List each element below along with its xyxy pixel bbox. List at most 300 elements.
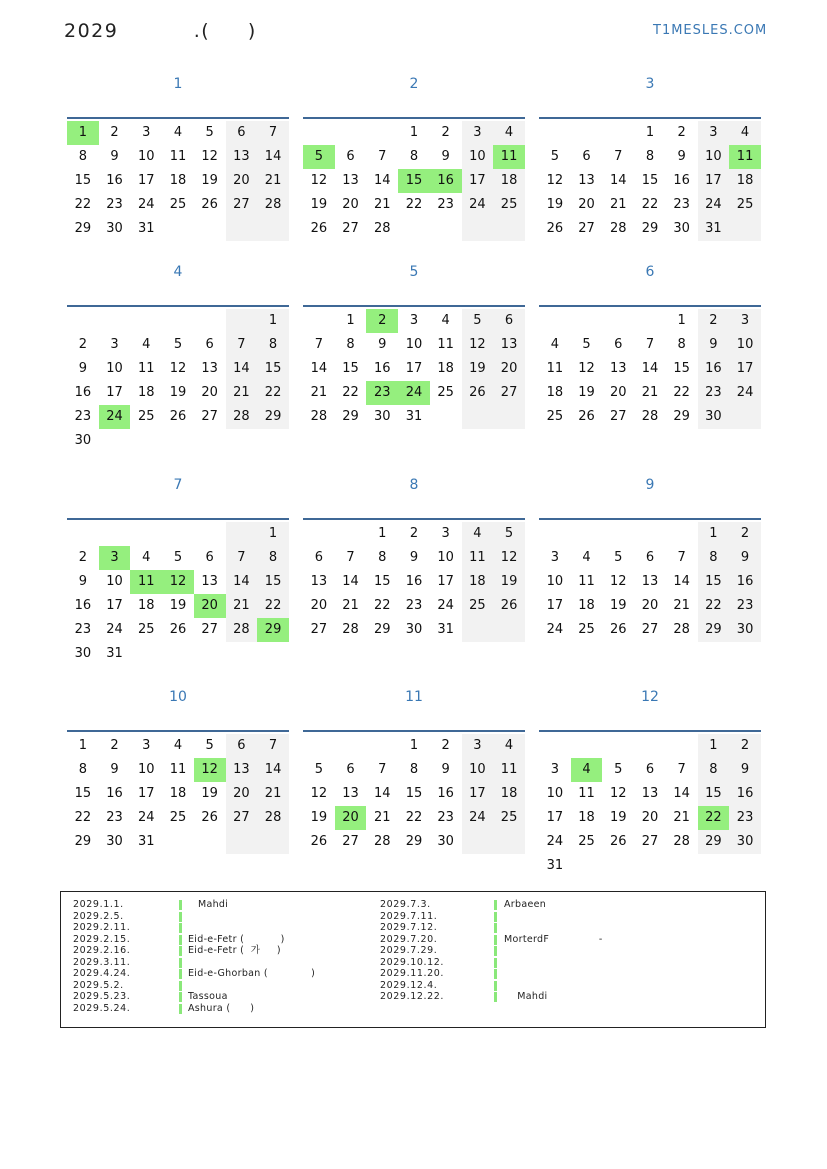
day-cell[interactable]: 15 <box>342 361 359 376</box>
day-cell[interactable]: 11 <box>493 145 525 169</box>
day-cell[interactable]: 14 <box>673 786 690 801</box>
day-cell[interactable]: 29 <box>698 830 730 854</box>
day-cell[interactable]: 19 <box>310 197 328 212</box>
day-cell[interactable]: 26 <box>462 381 494 405</box>
day-cell[interactable]: 3 <box>409 313 419 328</box>
day-cell[interactable]: 4 <box>550 337 559 352</box>
day-cell[interactable]: 21 <box>257 782 289 806</box>
day-cell[interactable]: 5 <box>205 125 214 140</box>
day-cell[interactable]: 23 <box>366 381 398 405</box>
day-cell[interactable]: 16 <box>430 169 462 193</box>
day-cell[interactable]: 28 <box>641 409 659 424</box>
day-cell[interactable]: 15 <box>673 361 690 376</box>
day-cell[interactable]: 14 <box>609 173 627 188</box>
day-cell[interactable]: 2 <box>78 550 87 565</box>
day-cell[interactable]: 4 <box>142 550 151 565</box>
day-cell[interactable]: 22 <box>673 385 690 400</box>
day-cell[interactable]: 2 <box>366 309 398 333</box>
day-cell[interactable]: 27 <box>641 622 659 637</box>
day-cell[interactable]: 7 <box>257 121 289 145</box>
day-cell[interactable]: 8 <box>378 550 387 565</box>
day-cell[interactable]: 29 <box>342 409 359 424</box>
day-cell[interactable]: 2 <box>441 738 450 753</box>
day-cell[interactable]: 1 <box>378 526 387 541</box>
day-cell[interactable]: 20 <box>609 385 627 400</box>
day-cell[interactable]: 11 <box>493 758 525 782</box>
day-cell[interactable]: 31 <box>106 646 123 661</box>
day-cell[interactable]: 9 <box>78 361 87 376</box>
day-cell[interactable]: 5 <box>614 550 623 565</box>
day-cell[interactable]: 12 <box>546 173 564 188</box>
day-cell[interactable]: 17 <box>106 385 123 400</box>
day-cell[interactable]: 24 <box>137 810 155 825</box>
day-cell[interactable]: 18 <box>729 169 761 193</box>
day-cell[interactable]: 16 <box>673 173 690 188</box>
day-cell[interactable]: 22 <box>698 594 730 618</box>
day-cell[interactable]: 4 <box>729 121 761 145</box>
day-cell[interactable]: 2 <box>78 337 87 352</box>
day-cell[interactable]: 5 <box>205 738 214 753</box>
day-cell[interactable]: 14 <box>310 361 328 376</box>
day-cell[interactable]: 12 <box>578 361 595 376</box>
day-cell[interactable]: 1 <box>409 738 419 753</box>
day-cell[interactable]: 16 <box>698 357 730 381</box>
day-cell[interactable]: 16 <box>106 786 123 801</box>
day-cell[interactable]: 17 <box>462 169 494 193</box>
day-cell[interactable]: 6 <box>205 337 214 352</box>
day-cell[interactable]: 13 <box>226 145 258 169</box>
day-cell[interactable]: 25 <box>169 197 187 212</box>
day-cell[interactable]: 21 <box>373 197 391 212</box>
day-cell[interactable]: 8 <box>698 758 730 782</box>
day-cell[interactable]: 20 <box>641 598 659 613</box>
day-cell[interactable]: 9 <box>409 550 419 565</box>
day-cell[interactable]: 3 <box>462 734 494 758</box>
day-cell[interactable]: 25 <box>493 806 525 830</box>
day-cell[interactable]: 12 <box>194 758 226 782</box>
day-cell[interactable]: 27 <box>201 622 218 637</box>
day-cell[interactable]: 24 <box>137 197 155 212</box>
day-cell[interactable]: 29 <box>257 405 289 429</box>
day-cell[interactable]: 29 <box>673 409 690 424</box>
day-cell[interactable]: 24 <box>99 405 131 429</box>
day-cell[interactable]: 27 <box>342 221 359 236</box>
day-cell[interactable]: 12 <box>609 786 627 801</box>
day-cell[interactable]: 6 <box>205 550 214 565</box>
day-cell[interactable]: 26 <box>169 409 187 424</box>
day-cell[interactable]: 8 <box>257 546 289 570</box>
day-cell[interactable]: 14 <box>257 145 289 169</box>
day-cell[interactable]: 20 <box>201 385 218 400</box>
day-cell[interactable]: 25 <box>462 594 494 618</box>
day-cell[interactable]: 19 <box>310 810 328 825</box>
day-cell[interactable]: 15 <box>641 173 659 188</box>
day-cell[interactable]: 11 <box>169 149 187 164</box>
day-cell[interactable]: 7 <box>378 762 387 777</box>
day-cell[interactable]: 6 <box>645 550 655 565</box>
day-cell[interactable]: 26 <box>493 594 525 618</box>
day-cell[interactable]: 22 <box>74 197 92 212</box>
day-cell[interactable]: 25 <box>546 409 564 424</box>
day-cell[interactable]: 23 <box>106 810 123 825</box>
day-cell[interactable]: 30 <box>74 433 92 448</box>
day-cell[interactable]: 4 <box>173 738 183 753</box>
day-cell[interactable]: 23 <box>437 197 454 212</box>
day-cell[interactable]: 13 <box>226 758 258 782</box>
day-cell[interactable]: 14 <box>342 574 359 589</box>
day-cell[interactable]: 30 <box>405 622 423 637</box>
day-cell[interactable]: 20 <box>226 782 258 806</box>
day-cell[interactable]: 4 <box>493 121 525 145</box>
day-cell[interactable]: 7 <box>226 546 258 570</box>
day-cell[interactable]: 25 <box>169 810 187 825</box>
day-cell[interactable]: 9 <box>441 149 450 164</box>
day-cell[interactable]: 28 <box>373 834 391 849</box>
day-cell[interactable]: 4 <box>493 734 525 758</box>
day-cell[interactable]: 7 <box>314 337 323 352</box>
day-cell[interactable]: 22 <box>405 810 423 825</box>
day-cell[interactable]: 22 <box>257 381 289 405</box>
day-cell[interactable]: 5 <box>303 145 335 169</box>
day-cell[interactable]: 22 <box>257 594 289 618</box>
day-cell[interactable]: 3 <box>698 121 730 145</box>
day-cell[interactable]: 16 <box>74 385 92 400</box>
day-cell[interactable]: 13 <box>201 574 218 589</box>
day-cell[interactable]: 10 <box>437 550 454 565</box>
day-cell[interactable]: 7 <box>677 762 686 777</box>
day-cell[interactable]: 30 <box>698 405 730 429</box>
day-cell[interactable]: 24 <box>729 381 761 405</box>
day-cell[interactable]: 11 <box>729 145 761 169</box>
day-cell[interactable]: 24 <box>437 598 454 613</box>
day-cell[interactable]: 28 <box>673 834 690 849</box>
day-cell[interactable]: 13 <box>201 361 218 376</box>
day-cell[interactable]: 15 <box>698 782 730 806</box>
day-cell[interactable]: 4 <box>571 758 603 782</box>
day-cell[interactable]: 29 <box>74 221 92 236</box>
day-cell[interactable]: 9 <box>698 333 730 357</box>
day-cell[interactable]: 15 <box>698 570 730 594</box>
day-cell[interactable]: 15 <box>405 786 423 801</box>
day-cell[interactable]: 7 <box>677 550 686 565</box>
day-cell[interactable]: 2 <box>729 522 761 546</box>
day-cell[interactable]: 10 <box>106 574 123 589</box>
day-cell[interactable]: 24 <box>398 381 430 405</box>
day-cell[interactable]: 21 <box>373 810 391 825</box>
day-cell[interactable]: 30 <box>437 834 454 849</box>
day-cell[interactable]: 21 <box>226 381 258 405</box>
day-cell[interactable]: 25 <box>578 622 595 637</box>
day-cell[interactable]: 17 <box>546 810 564 825</box>
day-cell[interactable]: 28 <box>226 405 258 429</box>
day-cell[interactable]: 1 <box>677 313 686 328</box>
day-cell[interactable]: 16 <box>729 782 761 806</box>
day-cell[interactable]: 11 <box>578 786 595 801</box>
day-cell[interactable]: 31 <box>546 858 564 873</box>
day-cell[interactable]: 1 <box>346 313 355 328</box>
day-cell[interactable]: 8 <box>409 762 419 777</box>
day-cell[interactable]: 13 <box>578 173 595 188</box>
day-cell[interactable]: 9 <box>729 758 761 782</box>
day-cell[interactable]: 25 <box>137 622 155 637</box>
day-cell[interactable]: 23 <box>405 598 423 613</box>
day-cell[interactable]: 10 <box>546 786 564 801</box>
day-cell[interactable]: 29 <box>641 221 659 236</box>
day-cell[interactable]: 26 <box>546 221 564 236</box>
day-cell[interactable]: 28 <box>226 618 258 642</box>
day-cell[interactable]: 16 <box>729 570 761 594</box>
day-cell[interactable]: 26 <box>169 622 187 637</box>
day-cell[interactable]: 13 <box>342 786 359 801</box>
day-cell[interactable]: 11 <box>130 570 162 594</box>
day-cell[interactable]: 4 <box>582 550 591 565</box>
day-cell[interactable]: 28 <box>673 622 690 637</box>
day-cell[interactable]: 15 <box>257 357 289 381</box>
day-cell[interactable]: 4 <box>142 337 151 352</box>
day-cell[interactable]: 8 <box>78 762 87 777</box>
day-cell[interactable]: 6 <box>226 121 258 145</box>
day-cell[interactable]: 31 <box>437 622 454 637</box>
day-cell[interactable]: 21 <box>673 598 690 613</box>
day-cell[interactable]: 31 <box>137 221 155 236</box>
day-cell[interactable]: 9 <box>110 762 119 777</box>
day-cell[interactable]: 24 <box>462 193 494 217</box>
day-cell[interactable]: 17 <box>698 169 730 193</box>
day-cell[interactable]: 20 <box>493 357 525 381</box>
day-cell[interactable]: 11 <box>137 361 155 376</box>
day-cell[interactable]: 8 <box>645 149 655 164</box>
day-cell[interactable]: 12 <box>310 786 328 801</box>
day-cell[interactable]: 17 <box>437 574 454 589</box>
day-cell[interactable]: 3 <box>99 546 131 570</box>
day-cell[interactable]: 30 <box>74 646 92 661</box>
day-cell[interactable]: 31 <box>137 834 155 849</box>
day-cell[interactable]: 17 <box>137 173 155 188</box>
day-cell[interactable]: 7 <box>257 734 289 758</box>
day-cell[interactable]: 11 <box>437 337 454 352</box>
day-cell[interactable]: 26 <box>201 197 218 212</box>
day-cell[interactable]: 27 <box>226 806 258 830</box>
day-cell[interactable]: 9 <box>378 337 387 352</box>
day-cell[interactable]: 21 <box>342 598 359 613</box>
day-cell[interactable]: 11 <box>169 762 187 777</box>
day-cell[interactable]: 5 <box>614 762 623 777</box>
day-cell[interactable]: 23 <box>74 622 92 637</box>
day-cell[interactable]: 13 <box>493 333 525 357</box>
day-cell[interactable]: 1 <box>257 309 289 333</box>
day-cell[interactable]: 29 <box>698 618 730 642</box>
day-cell[interactable]: 26 <box>310 834 328 849</box>
day-cell[interactable]: 7 <box>346 550 355 565</box>
day-cell[interactable]: 21 <box>641 385 659 400</box>
day-cell[interactable]: 18 <box>493 782 525 806</box>
day-cell[interactable]: 30 <box>673 221 690 236</box>
day-cell[interactable]: 18 <box>462 570 494 594</box>
day-cell[interactable]: 13 <box>641 574 659 589</box>
day-cell[interactable]: 15 <box>257 570 289 594</box>
day-cell[interactable]: 30 <box>373 409 391 424</box>
day-cell[interactable]: 11 <box>578 574 595 589</box>
day-cell[interactable]: 16 <box>106 173 123 188</box>
day-cell[interactable]: 30 <box>729 830 761 854</box>
day-cell[interactable]: 17 <box>462 782 494 806</box>
day-cell[interactable]: 5 <box>550 149 559 164</box>
day-cell[interactable]: 6 <box>314 550 323 565</box>
day-cell[interactable]: 18 <box>578 810 595 825</box>
day-cell[interactable]: 15 <box>373 574 391 589</box>
day-cell[interactable]: 9 <box>78 574 87 589</box>
day-cell[interactable]: 12 <box>169 361 187 376</box>
day-cell[interactable]: 21 <box>257 169 289 193</box>
day-cell[interactable]: 26 <box>310 221 328 236</box>
day-cell[interactable]: 12 <box>609 574 627 589</box>
day-cell[interactable]: 10 <box>405 337 423 352</box>
day-cell[interactable]: 19 <box>609 598 627 613</box>
day-cell[interactable]: 20 <box>641 810 659 825</box>
day-cell[interactable]: 1 <box>78 738 87 753</box>
day-cell[interactable]: 14 <box>673 574 690 589</box>
day-cell[interactable]: 19 <box>201 173 218 188</box>
day-cell[interactable]: 13 <box>342 173 359 188</box>
day-cell[interactable]: 12 <box>310 173 328 188</box>
day-cell[interactable]: 18 <box>137 598 155 613</box>
day-cell[interactable]: 17 <box>546 598 564 613</box>
day-cell[interactable]: 18 <box>169 173 187 188</box>
day-cell[interactable]: 28 <box>342 622 359 637</box>
day-cell[interactable]: 13 <box>641 786 659 801</box>
day-cell[interactable]: 26 <box>609 622 627 637</box>
day-cell[interactable]: 19 <box>546 197 564 212</box>
day-cell[interactable]: 23 <box>673 197 690 212</box>
day-cell[interactable]: 3 <box>441 526 450 541</box>
day-cell[interactable]: 24 <box>106 622 123 637</box>
day-cell[interactable]: 15 <box>74 173 92 188</box>
day-cell[interactable]: 21 <box>310 385 328 400</box>
day-cell[interactable]: 4 <box>441 313 450 328</box>
day-cell[interactable]: 19 <box>462 357 494 381</box>
day-cell[interactable]: 10 <box>698 145 730 169</box>
day-cell[interactable]: 22 <box>698 806 730 830</box>
day-cell[interactable]: 19 <box>578 385 595 400</box>
day-cell[interactable]: 8 <box>677 337 686 352</box>
day-cell[interactable]: 7 <box>226 333 258 357</box>
day-cell[interactable]: 7 <box>614 149 623 164</box>
day-cell[interactable]: 28 <box>609 221 627 236</box>
day-cell[interactable]: 2 <box>409 526 419 541</box>
day-cell[interactable]: 19 <box>169 385 187 400</box>
day-cell[interactable]: 1 <box>645 125 655 140</box>
day-cell[interactable]: 18 <box>546 385 564 400</box>
day-cell[interactable]: 16 <box>437 786 454 801</box>
day-cell[interactable]: 5 <box>173 337 183 352</box>
day-cell[interactable]: 12 <box>493 546 525 570</box>
day-cell[interactable]: 17 <box>137 786 155 801</box>
day-cell[interactable]: 22 <box>641 197 659 212</box>
day-cell[interactable]: 21 <box>226 594 258 618</box>
day-cell[interactable]: 23 <box>729 806 761 830</box>
day-cell[interactable]: 3 <box>110 337 119 352</box>
day-cell[interactable]: 1 <box>67 121 99 145</box>
day-cell[interactable]: 14 <box>641 361 659 376</box>
day-cell[interactable]: 8 <box>78 149 87 164</box>
day-cell[interactable]: 1 <box>698 522 730 546</box>
day-cell[interactable]: 25 <box>578 834 595 849</box>
day-cell[interactable]: 10 <box>462 758 494 782</box>
day-cell[interactable]: 6 <box>582 149 591 164</box>
day-cell[interactable]: 6 <box>346 762 355 777</box>
day-cell[interactable]: 9 <box>677 149 686 164</box>
day-cell[interactable]: 5 <box>462 309 494 333</box>
day-cell[interactable]: 27 <box>201 409 218 424</box>
day-cell[interactable]: 5 <box>582 337 591 352</box>
day-cell[interactable]: 8 <box>257 333 289 357</box>
day-cell[interactable]: 11 <box>462 546 494 570</box>
day-cell[interactable]: 23 <box>106 197 123 212</box>
day-cell[interactable]: 2 <box>698 309 730 333</box>
day-cell[interactable]: 10 <box>137 149 155 164</box>
day-cell[interactable]: 13 <box>609 361 627 376</box>
day-cell[interactable]: 8 <box>346 337 355 352</box>
day-cell[interactable]: 17 <box>729 357 761 381</box>
day-cell[interactable]: 25 <box>493 193 525 217</box>
day-cell[interactable]: 20 <box>342 197 359 212</box>
day-cell[interactable]: 8 <box>409 149 419 164</box>
day-cell[interactable]: 28 <box>310 409 328 424</box>
day-cell[interactable]: 2 <box>441 125 450 140</box>
day-cell[interactable]: 31 <box>698 217 730 241</box>
day-cell[interactable]: 27 <box>226 193 258 217</box>
day-cell[interactable]: 2 <box>729 734 761 758</box>
day-cell[interactable]: 16 <box>74 598 92 613</box>
day-cell[interactable]: 18 <box>493 169 525 193</box>
day-cell[interactable]: 27 <box>641 834 659 849</box>
day-cell[interactable]: 14 <box>257 758 289 782</box>
day-cell[interactable]: 24 <box>698 193 730 217</box>
day-cell[interactable]: 12 <box>162 570 194 594</box>
day-cell[interactable]: 3 <box>729 309 761 333</box>
day-cell[interactable]: 27 <box>310 622 328 637</box>
day-cell[interactable]: 8 <box>698 546 730 570</box>
day-cell[interactable]: 12 <box>201 149 218 164</box>
day-cell[interactable]: 12 <box>462 333 494 357</box>
day-cell[interactable]: 25 <box>729 193 761 217</box>
day-cell[interactable]: 28 <box>257 806 289 830</box>
day-cell[interactable]: 28 <box>257 193 289 217</box>
day-cell[interactable]: 30 <box>729 618 761 642</box>
day-cell[interactable]: 18 <box>137 385 155 400</box>
day-cell[interactable]: 29 <box>405 834 423 849</box>
day-cell[interactable]: 11 <box>546 361 564 376</box>
day-cell[interactable]: 10 <box>106 361 123 376</box>
day-cell[interactable]: 14 <box>226 570 258 594</box>
day-cell[interactable]: 23 <box>729 594 761 618</box>
day-cell[interactable]: 16 <box>405 574 423 589</box>
day-cell[interactable]: 5 <box>173 550 183 565</box>
day-cell[interactable]: 14 <box>226 357 258 381</box>
day-cell[interactable]: 18 <box>169 786 187 801</box>
day-cell[interactable]: 10 <box>137 762 155 777</box>
day-cell[interactable]: 15 <box>74 786 92 801</box>
day-cell[interactable]: 20 <box>194 594 226 618</box>
day-cell[interactable]: 29 <box>257 618 289 642</box>
day-cell[interactable]: 6 <box>645 762 655 777</box>
day-cell[interactable]: 19 <box>169 598 187 613</box>
day-cell[interactable]: 21 <box>673 810 690 825</box>
day-cell[interactable]: 22 <box>405 197 423 212</box>
day-cell[interactable]: 10 <box>546 574 564 589</box>
day-cell[interactable]: 3 <box>142 738 151 753</box>
day-cell[interactable]: 3 <box>550 550 559 565</box>
